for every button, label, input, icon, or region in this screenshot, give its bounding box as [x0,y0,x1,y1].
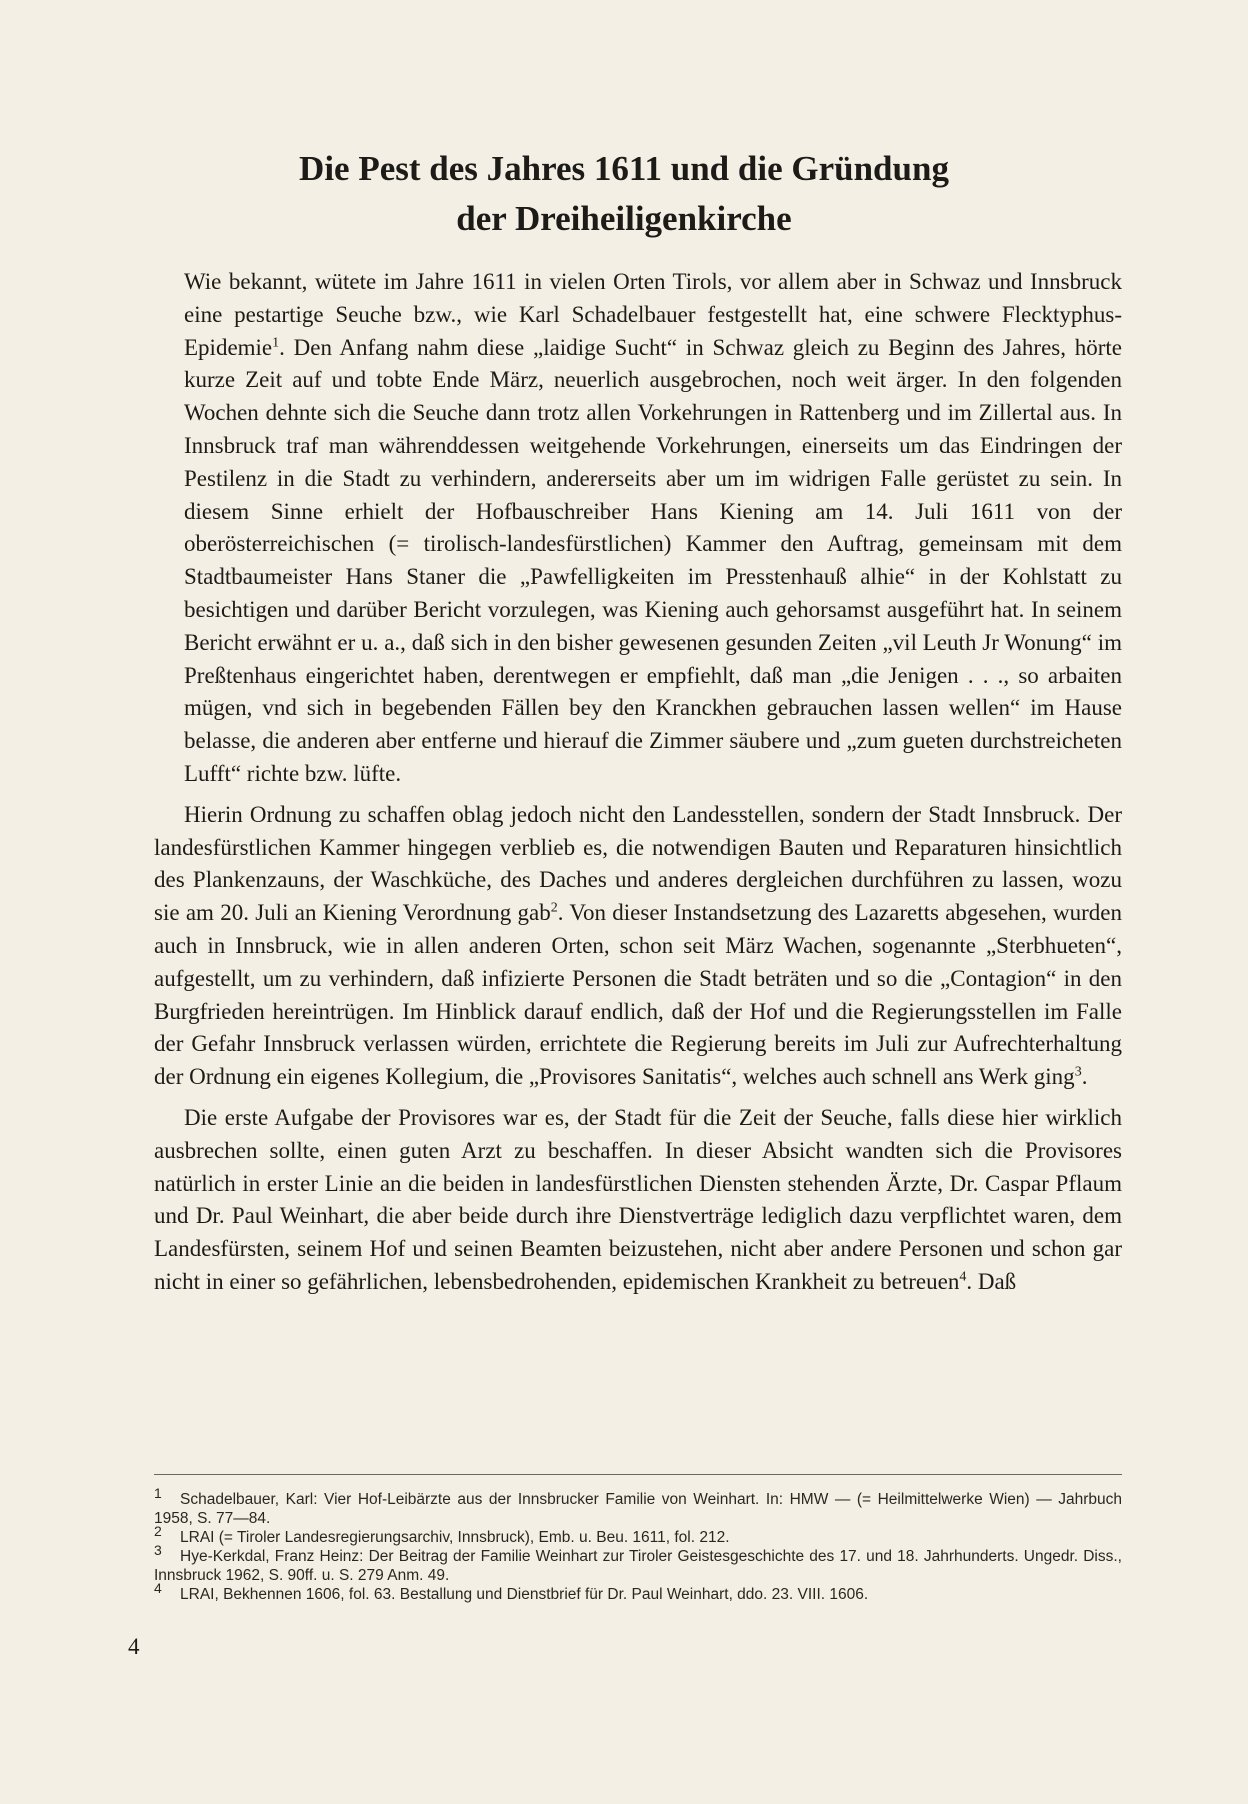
article-body [154,266,1122,1307]
article-title [160,144,1088,244]
footnotes [154,1484,1122,1604]
footnote-3: $^3$ Hye-Kerkdal, Franz Heinz: Der Beitrag der Familie Weinhart zur Tiroler Geistesgeschichte des 17. und 18. Jahrhunderts. Ungedr. Diss., Innsbruck 1962, S. 90ff. u. S. 279 Anm. 49. [154,1541,1122,1584]
paragraph-1-text-a: Wie bekannt, wütete im Jahre 1611 in vielen Orten Tirols, vor allem aber in Schwaz und Innsbruck eine pestartige Seuche bzw., wie Karl Schadelbauer festgestellt hat, eine schwere Flecktyphus-Epidemie [184,269,1122,360]
footnote-ref-2: 2 [550,900,558,916]
paragraph-2 [154,799,1122,1094]
footnote-text: Hye-Kerkdal, Franz Heinz: Der Beitrag der Familie Weinhart zur Tiroler Geistesgeschichte des 17. und 18. Jahrhunderts. Ungedr. Diss., Innsbruck 1962, S. 90ff. u. S. 279 Anm. 49. [154,1548,1122,1584]
paragraph-2-text-b: . Von dieser Instandsetzung des Lazaretts abgesehen, wurden auch in Innsbruck, wie in allen anderen Orten, schon seit März Wachen, sogenannte „Sterbhueten“, aufgestellt, um zu verhindern, daß infizierte Personen die Stadt beträten und so die „Contagion“ in den Burgfrieden hereintrügen. Im Hinblick darauf endlich, daß der Hof und die Regierungsstellen im Falle der Gefahr Innsbruck verlassen würden, errichtete die Regierung bereits im Juli zur Aufrechterhaltung der Ordnung ein eigenes Kollegium, die „Provisores Sanitatis“, welches auch schnell ans Werk ging [154,900,1122,1090]
footnote-ref-3: 3 [1074,1064,1082,1080]
page-number: 4 [128,1634,140,1659]
footnote-4: $^4$ LRAI, Bekhennen 1606, fol. 63. Bestallung und Dienstbrief für Dr. Paul Weinhart, ddo. 23. VIII. 1606. [154,1579,869,1603]
footnote-text: LRAI (= Tiroler Landesregierungsarchiv, Innsbruck), Emb. u. Beu. 1611, fol. 212. [180,1529,730,1546]
title-line-1: Die Pest des Jahres 1611 und die Gründung [299,149,949,188]
paragraph-1 [154,266,1122,791]
paragraph-3-text-b: . Daß [966,1268,1017,1294]
footnote-text: Schadelbauer, Karl: Vier Hof-Leibärzte aus der Innsbrucker Familie von Weinhart. In: HMW — (= Heilmittelwerke Wien) — Jahrbuch 1958, S. 77—84. [154,1491,1122,1527]
footnote-text: LRAI, Bekhennen 1606, fol. 63. Bestallung und Dienstbrief für Dr. Paul Weinhart, ddo. 23. VIII. 1606. [180,1586,869,1603]
title-line-2: der Dreiheiligenkirche [456,199,792,238]
paragraph-3-text-a: Die erste Aufgabe der Provisores war es, der Stadt für die Zeit der Seuche, falls diese hier wirklich ausbrechen sollte, einen guten Arzt zu beschaffen. In dieser Absicht wandten sich die Provisores natürlich in erster Linie an die beiden in landesfürstlichen Diensten stehenden Ärzte, Dr. Caspar Pflaum und Dr. Paul Weinhart, die aber beide durch ihre Dienstverträge lediglich dazu verpflichtet waren, dem Landesfürsten, seinem Hof und seinen Beamten beizustehen, nicht aber andere Personen und schon gar nicht in einer so gefährlichen, lebensbedrohenden, epidemischen Krankheit zu betreuen [154,1104,1122,1294]
footnote-1: $^1$ Schadelbauer, Karl: Vier Hof-Leibärzte aus der Innsbrucker Familie von Weinhart. In: HMW — (= Heilmittelwerke Wien) — Jahrbuch 1958, S. 77—84. [154,1484,1122,1527]
footnote-ref-4: 4 [959,1269,967,1285]
paragraph-2-text-c: . [1081,1064,1088,1090]
paragraph-3 [154,1102,1122,1299]
footnote-divider [154,1474,1122,1475]
paragraph-1-text-b: . Den Anfang nahm diese „laidige Sucht“ in Schwaz gleich zu Beginn des Jahres, hörte kurze Zeit auf und tobte Ende März, neuerlich ausgebrochen, noch weit ärger. In den folgenden Wochen dehnte sich die Seuche dann trotz allen Vorkehrungen in Rattenberg und im Zillertal aus. In Innsbruck traf man währenddessen weitgehende Vorkehrungen, einerseits um das Eindringen der Pestilenz in die Stadt zu verhindern, andererseits aber um im widrigen Falle gerüstet zu sein. In diesem Sinne erhielt der Hofbauschreiber Hans Kiening am 14. Juli 1611 von der oberösterreichischen (= tirolisch-landesfürstlichen) Kammer den Auftrag, gemeinsam mit dem Stadtbaumeister Hans Staner die „Pawfelligkeiten im Presstenhauß alhie“ in der Kohlstatt zu besichtigen und darüber Bericht vorzulegen, was Kiening auch gehorsamst ausgeführt hat. In seinem Bericht erwähnt er u. a., daß sich in den bisher gewesenen gesunden Zeiten „vil Leuth Jr Wonung“ im Preßtenhaus eingerichtet haben, derentwegen er empfiehlt, daß man „die Jenigen . . ., so arbaiten mügen, vnd sich in begebenden Fällen bey den Kranckhen gebrauchen lassen wellen“ im Hause belasse, die anderen aber entferne und hierauf die Zimmer säubere und „zum gueten durchstreicheten Lufft“ richte bzw. lüfte. [184,334,1122,786]
footnote-ref-1: 1 [272,334,280,350]
paragraph-2-text-a: Hierin Ordnung zu schaffen oblag jedoch nicht den Landesstellen, sondern der Stadt Innsbruck. Der landesfürstlichen Kammer hingegen verblieb es, die notwendigen Bauten und Reparaturen hinsichtlich des Plankenzauns, der Waschküche, des Daches und anderes dergleichen durchführen zu lassen, wozu sie am 20. Juli an Kiening Verordnung gab [154,801,1122,926]
footnote-2: $^2$ LRAI (= Tiroler Landesregierungsarchiv, Innsbruck), Emb. u. Beu. 1611, fol. 212. [154,1522,730,1546]
